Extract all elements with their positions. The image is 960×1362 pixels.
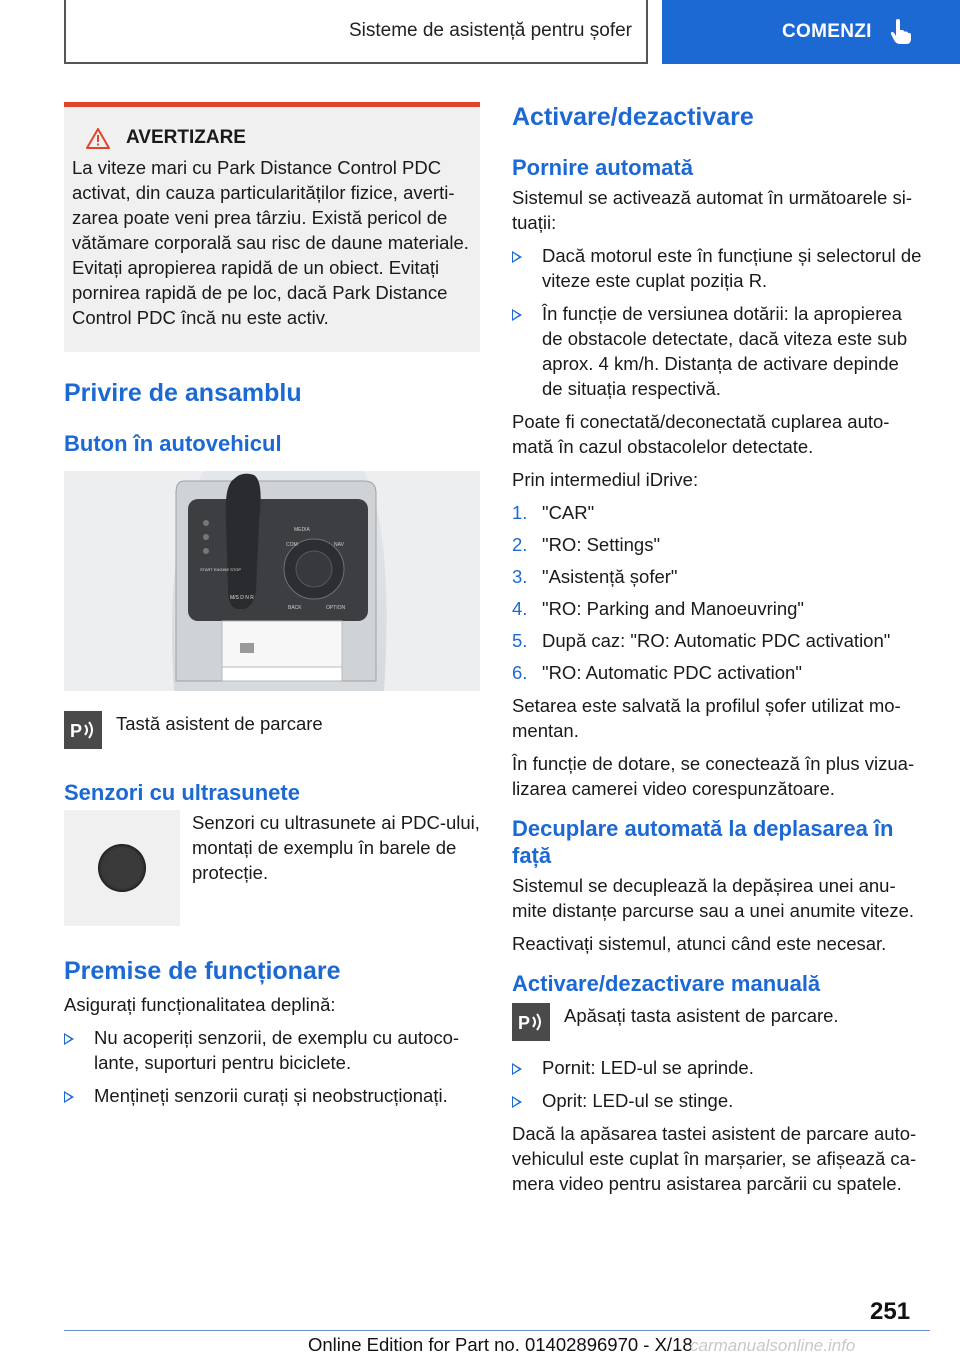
manual-row (512, 1003, 924, 1041)
list-item: 2. "RO: Settings" (512, 534, 661, 555)
park-assist-button-icon (512, 1003, 550, 1041)
auto-intro: Sistemul se activează automat în următoarele situații: (512, 187, 912, 233)
bullet-triangle-icon (512, 1096, 522, 1108)
manual-text: Apăsați tasta asistent de parcare. (564, 1005, 839, 1026)
header-tab-comenzi[interactable] (662, 0, 960, 64)
list-item: Dacă motorul este în funcțiune și selectorul de viteze este cuplat poziția R. (512, 243, 924, 293)
warning-text: La viteze mari cu Park Distance Control PDC activat, din cauza particularităților fizice, avertizarea poate veni prea târziu. Există pericol de vătămare corporală sau risc de daune materiale. Evitați apropierea rapidă de un obiect. Evitați pornirea rapidă de pe loc, dacă Park Distance Control PDC încă nu este activ. (72, 157, 469, 328)
footer-edition: Online Edition for Part no. 01402896970 - X/18 (308, 1334, 693, 1355)
warning-title: AVERTIZARE (72, 127, 472, 149)
sensors-heading: Senzori cu ultrasunete (64, 780, 300, 805)
pointing-hand-icon (890, 19, 912, 45)
list-item: 4. "RO: Parking and Manoeuvring" (512, 598, 804, 619)
bullet-triangle-icon (64, 1033, 74, 1045)
premise-list (64, 1025, 480, 1108)
premise-heading: Premise de funcționare (64, 957, 341, 985)
svg-text:P: P (70, 721, 83, 741)
camera-note: În funcție de dotare, se conectează în plus vizualizarea camerei video corespunzătoare. (512, 753, 915, 799)
saved-note: Setarea este salvată la profilul șofer utilizat momentan. (512, 695, 901, 741)
button-caption-row (64, 711, 480, 749)
page-number: 251 (870, 1298, 911, 1325)
auto-list (512, 243, 924, 401)
svg-text:P: P (518, 1013, 531, 1033)
label-start: START ENGINE STOP (200, 567, 242, 572)
bullet-triangle-icon (512, 251, 522, 263)
tab-label: COMENZI (782, 21, 872, 42)
list-item: 6. "RO: Automatic PDC activation" (512, 662, 802, 683)
auto-heading: Pornire automată (512, 155, 693, 180)
bullet-triangle-icon (512, 309, 522, 321)
overview-heading: Privire de ansamblu (64, 379, 302, 407)
decouple-heading: Decuplare automată la deplasarea în față (512, 816, 894, 868)
gear-console-photo (64, 471, 480, 691)
list-item: 5. După caz: "RO: Automatic PDC activation" (512, 630, 891, 651)
section-title: Sisteme de asistență pentru șofer (348, 20, 632, 41)
sensors-text: Senzori cu ultrasunete ai PDC-ului, montați de exemplu în barele de protecție. (192, 812, 480, 883)
bullet-triangle-icon (64, 1091, 74, 1103)
sensor-image (64, 810, 180, 926)
warning-triangle-icon (86, 128, 110, 149)
watermark: carmanualsonline.info (690, 1336, 856, 1355)
reverse-note: Dacă la apăsarea tastei asistent de parcare autovehiculul este cuplat în marșarier, se afișează camera video pentru asistarea parcării cu spatele. (512, 1123, 917, 1194)
list-item: 3. "Asistență șofer" (512, 566, 678, 587)
header-section-box (64, 0, 648, 64)
sensor-dot (98, 844, 146, 892)
label-option: OPTION (326, 605, 346, 611)
label-media: MEDIA (294, 527, 310, 533)
console-illustration (64, 471, 480, 691)
warning-box (64, 102, 480, 352)
sensors-row (64, 810, 480, 926)
decouple-text: Sistemul se decuplează la depășirea unei anumite distanțe parcurse sau a unei anumite viteze. (512, 875, 915, 921)
label-gears: M/S D N R (230, 595, 254, 601)
list-item: 1. "CAR" (512, 502, 595, 523)
label-com: COM (286, 542, 298, 548)
park-assist-button-icon (64, 711, 102, 749)
button-caption: Tastă asistent de parcare (116, 713, 323, 734)
label-nav: NAV (334, 542, 344, 548)
manual-heading: Activare/dezactivare manuală (512, 971, 821, 996)
list-item: Oprit: LED-ul se stinge. (512, 1088, 924, 1113)
label-back: BACK (288, 605, 302, 611)
idrive-steps (512, 500, 924, 685)
manual-list (512, 1055, 924, 1113)
reactivate-text: Reactivați sistemul, atunci când este necesar. (512, 933, 887, 954)
premise-intro: Asigurați funcționalitatea deplină: (64, 994, 336, 1015)
list-item: Pornit: LED-ul se aprinde. (512, 1055, 924, 1080)
left-column (64, 102, 480, 1108)
activation-heading: Activare/dezactivare (512, 103, 754, 131)
list-item: În funcție de versiunea dotării: la apropierea de obstacole detectate, dacă viteza este sub aprox. 4 km/h. Distanța de activare depinde de situația respectivă. (512, 301, 924, 401)
idrive-intro: Prin intermediul iDrive: (512, 469, 699, 490)
right-column (512, 102, 924, 1196)
list-item: Nu acoperiți senzorii, de exemplu cu autocolante, suporturi pentru biciclete. (64, 1025, 480, 1075)
bullet-triangle-icon (512, 1063, 522, 1075)
footer-rule (64, 1330, 930, 1331)
button-heading: Buton în autovehicul (64, 431, 282, 456)
list-item: Mențineți senzorii curați și neobstrucționați. (64, 1083, 480, 1108)
auto-note: Poate fi conectată/deconectată cuplarea automată în cazul obstacolelor detectate. (512, 411, 890, 457)
